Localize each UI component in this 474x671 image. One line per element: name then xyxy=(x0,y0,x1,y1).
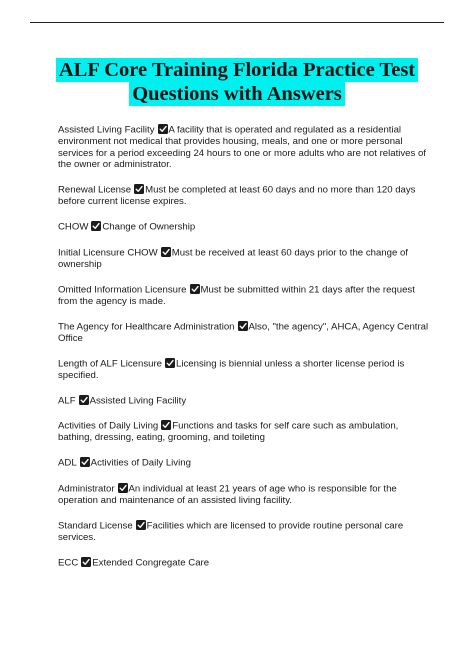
entry-term: ADL xyxy=(58,457,77,469)
check-mark-icon xyxy=(136,520,146,530)
entry-term: ALF xyxy=(58,395,76,406)
entry-term: Renewal License xyxy=(58,184,132,196)
entry-term: CHOW xyxy=(58,221,89,233)
entry-term: The Agency for Healthcare Administration xyxy=(58,321,235,332)
check-mark-icon xyxy=(165,358,175,368)
entry-term: ECC xyxy=(58,557,79,568)
entry-term: Administrator xyxy=(58,483,115,494)
entry-term: Activities of Daily Living xyxy=(58,420,159,432)
entry-definition: Also, "the agency", AHCA, Agency Central Office xyxy=(58,321,429,344)
check-mark-icon xyxy=(118,483,128,493)
check-mark-icon xyxy=(190,284,200,294)
check-mark-icon xyxy=(91,221,101,231)
document-title xyxy=(0,58,474,106)
entry-definition: Licensing is biennial unless a shorter license period is specified. xyxy=(58,358,405,381)
top-divider xyxy=(30,22,444,23)
qa-entry xyxy=(58,284,434,308)
entry-definition: A facility that is operated and regulated as a residential environment not medical that provides housing, meals, and one or more personal services for a period exceeding 24 hours to one or more adults who are not relatives of the owner or administrator. xyxy=(58,124,426,170)
qa-entry xyxy=(58,420,434,444)
qa-entry xyxy=(58,457,434,469)
check-mark-icon xyxy=(161,420,171,430)
qa-entry xyxy=(58,184,434,208)
title-line-1: ALF Core Training Florida Practice Test xyxy=(56,58,418,82)
entry-definition: An individual at least 21 years of age who is responsible for the operation and maintenance of an assisted living facility. xyxy=(58,483,397,506)
entry-definition: Must be submitted within 21 days after the request from the agency is made. xyxy=(58,284,415,307)
entry-definition: Extended Congregate Care xyxy=(92,557,210,568)
qa-entry xyxy=(58,221,434,233)
qa-entry xyxy=(58,124,434,171)
qa-entry xyxy=(58,321,434,345)
check-mark-icon xyxy=(158,124,168,134)
check-mark-icon xyxy=(79,395,89,405)
check-mark-icon xyxy=(161,247,171,257)
qa-entry xyxy=(58,520,434,544)
check-mark-icon xyxy=(238,321,248,331)
qa-list xyxy=(58,124,434,582)
entry-definition: Change of Ownership xyxy=(102,221,196,233)
entry-definition: Functions and tasks for self care such as ambulation, bathing, dressing, eating, grooming, and toileting xyxy=(58,420,399,443)
entry-term: Initial Licensure CHOW xyxy=(58,247,158,258)
check-mark-icon xyxy=(81,557,91,567)
qa-entry xyxy=(58,247,434,271)
entry-definition: Must be completed at least 60 days and no more than 120 days before current license expires. xyxy=(58,184,416,207)
qa-entry xyxy=(58,483,434,507)
entry-definition: Must be received at least 60 days prior to the change of ownership xyxy=(58,247,408,270)
entry-definition: Activities of Daily Living xyxy=(90,457,191,469)
entry-term: Assisted Living Facility xyxy=(58,124,155,136)
entry-term: Omitted Information Licensure xyxy=(58,284,187,295)
qa-entry xyxy=(58,557,434,569)
title-line-2: Questions with Answers xyxy=(129,82,345,106)
entry-term: Standard License xyxy=(58,520,133,531)
entry-definition: Assisted Living Facility xyxy=(89,395,187,406)
entry-term: Length of ALF Licensure xyxy=(58,358,163,369)
check-mark-icon xyxy=(134,184,144,194)
qa-entry xyxy=(58,395,434,407)
entry-definition: Facilities which are licensed to provide routine personal care services. xyxy=(58,520,404,543)
qa-entry xyxy=(58,358,434,382)
check-mark-icon xyxy=(80,457,90,467)
